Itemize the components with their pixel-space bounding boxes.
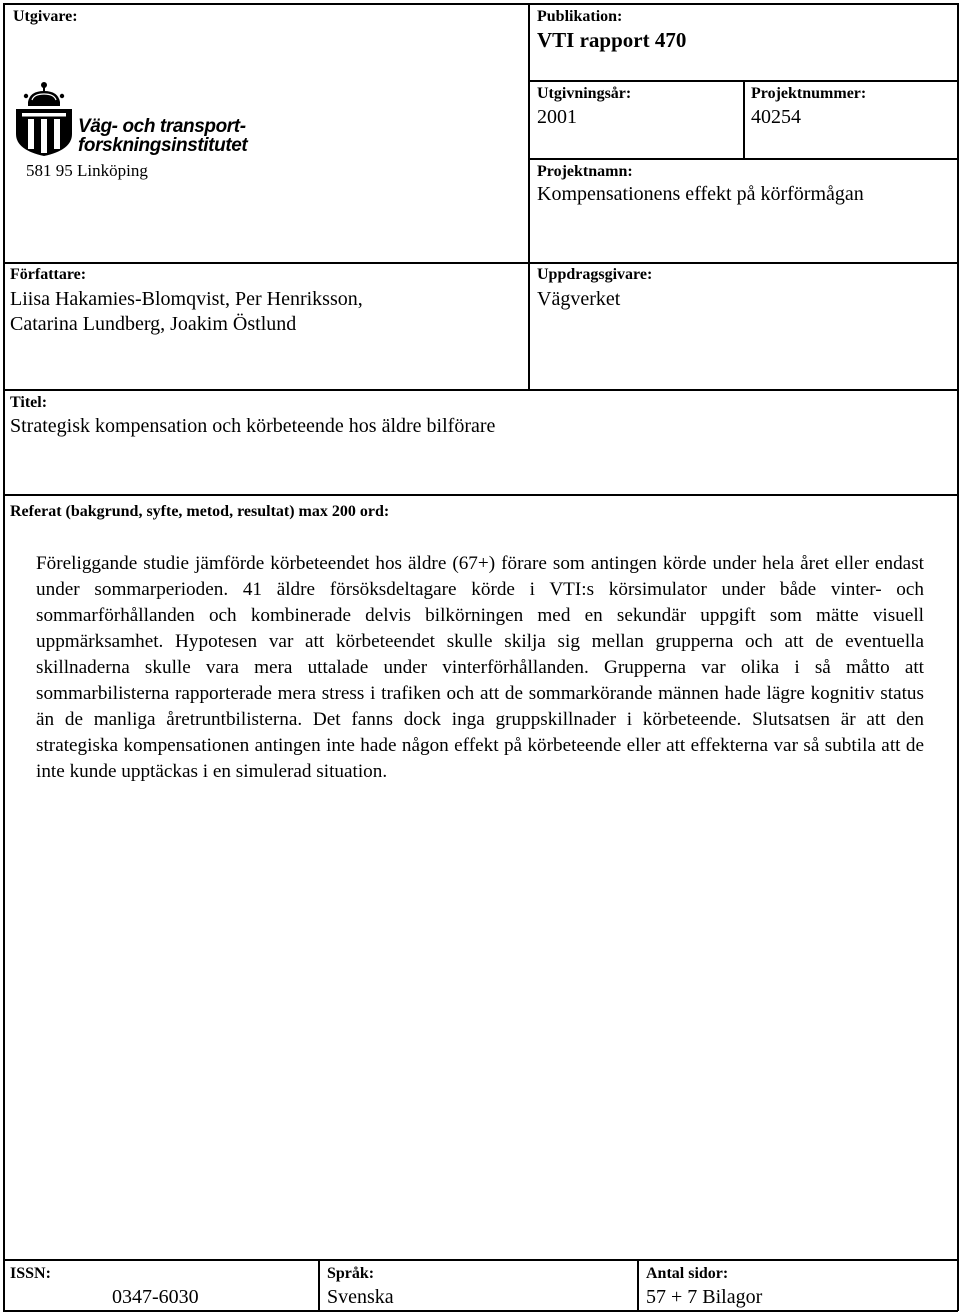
project-number-value: 40254 [751,106,801,128]
frame-left [3,3,5,1311]
title-value: Strategisk kompensation och körbeteende hos äldre bilförare [10,415,496,437]
authors-line2: Catarina Lundberg, Joakim Östlund [10,313,297,335]
publication-value: VTI rapport 470 [537,28,687,52]
publisher-address: 581 95 Linköping [26,161,148,180]
frame-top [3,3,958,5]
divider-authors [3,262,958,264]
divider-footer [3,1259,958,1261]
issn-value: 0347-6030 [112,1286,199,1308]
language-label: Språk: [327,1265,375,1282]
divider-issn [318,1259,320,1311]
divider-abstract [3,494,958,496]
year-value: 2001 [537,106,577,128]
logo-name-line2: forskningsinstitutet [78,135,248,156]
client-label: Uppdragsgivare: [537,266,653,283]
pages-value: 57 + 7 Bilagor [646,1286,763,1308]
divider-year [743,80,745,159]
language-value: Svenska [327,1286,394,1308]
publication-label: Publikation: [537,8,623,25]
divider-projectname [528,158,958,160]
frame-right [957,3,959,1311]
frame-bottom [3,1310,958,1312]
abstract-text: Föreliggande studie jämförde körbeteendet hos äldre (67+) förare som antingen körde under hela året eller endast under sommarperioden. 41 äldre försöksdeltagare körde i VTI:s körsimulator under både vinter- och sommarförhållanden och kombinerade delvis bilkörningen med en sekundär uppgift som mätte visuell uppmärksamhet. Hypotesen var att körbeteendet skulle skilja sig mellan grupperna och att de eventuella skillnaderna skulle vara mera uttalade under vinterförhållanden. Grupperna var olika i så måtto att sommarbilisterna rapporterade mera stress i trafiken och att de sommarkörande männen hade lägre kognitiv status än de manliga åretruntbilisterna. Det fanns dock inga gruppskillnader i körbeteende. Slutsatsen är att den strategiska kompensationen antingen inte hade någon effekt på körbeteende eller att effekterna var så subtila att de inte kunde upptäckas i en simulerad situation. [36,553,924,782]
project-name-label: Projektnamn: [537,163,633,180]
institute-logo [14,80,248,163]
project-name-value: Kompensationens effekt på körförmågan [537,183,864,205]
abstract-label: Referat (bakgrund, syfte, metod, resultat) max 200 ord: [10,503,390,520]
publisher-label: Utgivare: [13,8,78,25]
divider-title [3,389,958,391]
divider-publisher [528,3,530,390]
year-label: Utgivningsår: [537,85,632,102]
pages-label: Antal sidor: [646,1265,729,1282]
client-value: Vägverket [537,288,621,310]
authors-line1: Liisa Hakamies-Blomqvist, Per Henriksson, [10,288,363,310]
title-label: Titel: [10,394,48,411]
project-number-label: Projektnummer: [751,85,867,102]
divider-language [637,1259,639,1311]
authors-label: Författare: [10,266,87,283]
issn-label: ISSN: [10,1265,51,1282]
logo-name-line1: Väg- och transport- [78,116,246,137]
